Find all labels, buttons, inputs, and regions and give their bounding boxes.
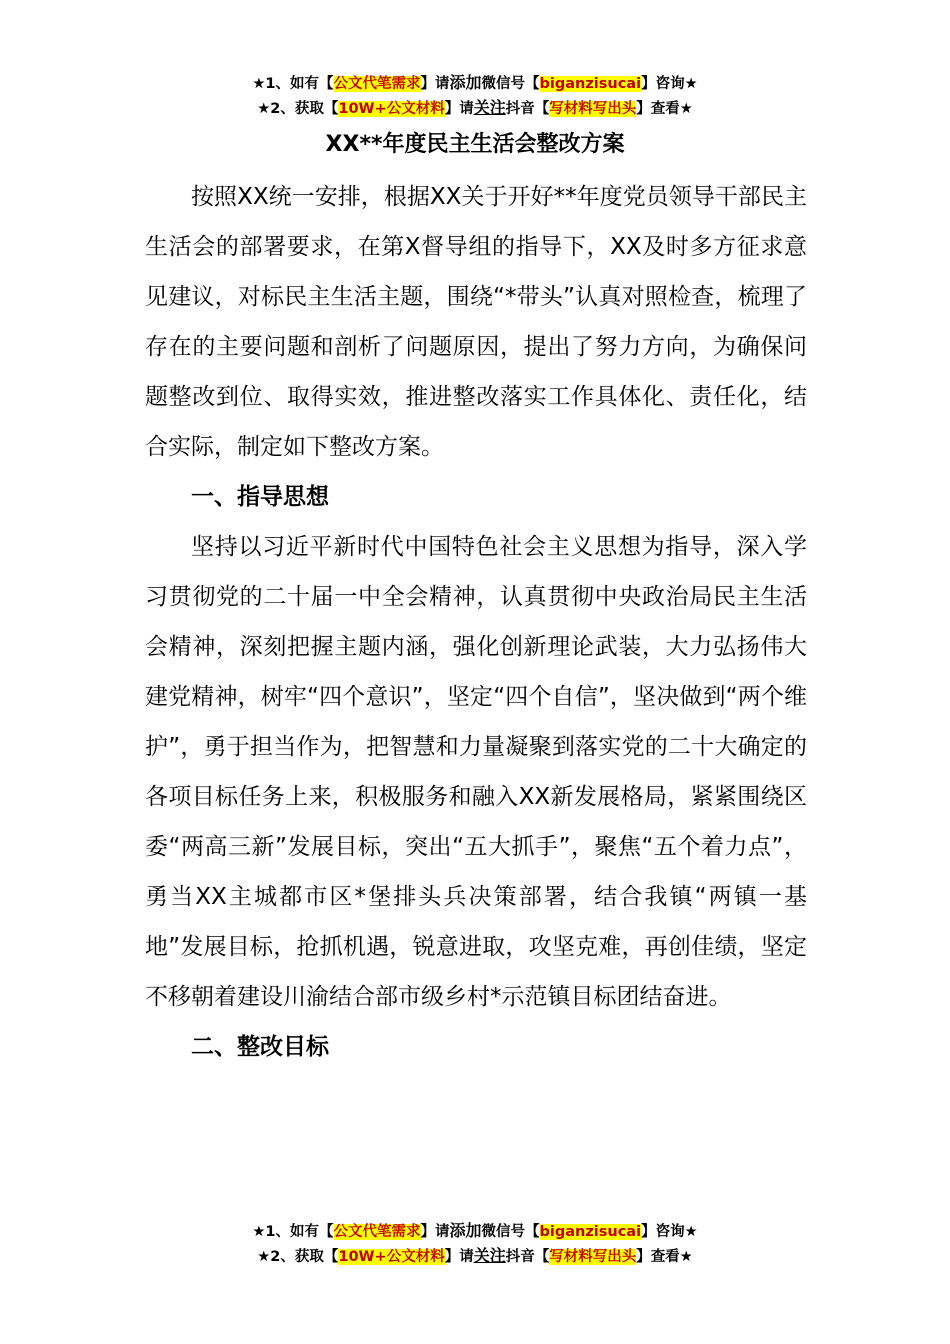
promo-line-2 (0, 1244, 950, 1269)
promo-text: 】查看 (636, 1249, 680, 1265)
promo-text: 抖音【 (505, 101, 550, 117)
header-promo-banner (0, 71, 950, 121)
promo-highlight: 公文代笔需求 (333, 76, 421, 92)
promo-emphasis: 关注 (473, 1246, 506, 1265)
promo-highlight-douyin: 写材料写出头 (549, 1249, 637, 1265)
promo-highlight: 公文代笔需求 (333, 1224, 421, 1240)
promo-text: 2、获取【 (270, 101, 339, 117)
promo-text: 微信号【 (481, 1224, 540, 1240)
promo-text: 】请 (444, 1249, 474, 1265)
promo-highlight-wechat: biganzisucai (539, 1224, 642, 1240)
promo-text: 】请 (444, 101, 474, 117)
promo-text: 】咨询 (641, 1224, 685, 1240)
promo-emphasis: 添加 (449, 1221, 482, 1240)
star-icon: ★ (679, 101, 693, 117)
promo-line-2 (0, 96, 950, 121)
section-heading-1: 一、指导思想 (191, 484, 329, 510)
star-icon: ★ (257, 101, 271, 117)
promo-text: 1、如有【 (265, 76, 334, 92)
intro-paragraph: 按照XX统一安排，根据XX关于开好**年度党员领导干部民主生活会的部署要求，在第X督导组的指导下，XX及时多方征求意见建议，对标民主生活主题，围绕“*带头”认真对照检查，梳理了存在的主要问题和剖析了问题原因，提出了努力方向，为确保问题整改到位、取得实效，推进整改落实工作具体化、责任化，结合实际，制定如下整改方案。 (145, 184, 807, 460)
promo-line-1 (0, 71, 950, 96)
promo-emphasis: 关注 (473, 98, 506, 117)
promo-text: 】查看 (636, 101, 680, 117)
promo-text: 微信号【 (481, 76, 540, 92)
promo-line-1 (0, 1219, 950, 1244)
promo-text: 2、获取【 (270, 1249, 339, 1265)
promo-text: 】请 (420, 1224, 450, 1240)
star-icon: ★ (257, 1249, 271, 1265)
section-paragraph-1: 坚持以习近平新时代中国特色社会主义思想为指导，深入学习贯彻党的二十届一中全会精神，认真贯彻中央政治局民主生活会精神，深刻把握主题内涵，强化创新理论武装，大力弘扬伟大建党精神，树牢“四个意识”，坚定“四个自信”，坚决做到“两个维护”，勇于担当作为，把智慧和力量凝聚到落实党的二十大确定的各项目标任务上来，积极服务和融入XX新发展格局，紧紧围绕区委“两高三新”发展目标，突出“五大抓手”，聚焦“五个着力点”，勇当XX主城都市区*堡排头兵决策部署，结合我镇“两镇一基地”发展目标，抢抓机遇，锐意进取，攻坚克难，再创佳绩，坚定不移朝着建设川渝结合部市级乡村*示范镇目标团结奋进。 (145, 534, 807, 1010)
promo-text: 】咨询 (641, 76, 685, 92)
promo-text: 】请 (420, 76, 450, 92)
star-icon: ★ (684, 1224, 698, 1240)
star-icon: ★ (679, 1249, 693, 1265)
promo-highlight-douyin: 写材料写出头 (549, 101, 637, 117)
promo-text: 抖音【 (505, 1249, 550, 1265)
section-heading-2: 二、整改目标 (191, 1034, 329, 1060)
promo-highlight: 10W+公文材料 (338, 1249, 445, 1265)
star-icon: ★ (684, 76, 698, 92)
promo-emphasis: 添加 (449, 73, 482, 92)
document-title: XX**年度民主生活会整改方案 (325, 132, 625, 157)
footer-promo-banner (0, 1219, 950, 1269)
document-body (145, 172, 807, 1072)
promo-highlight-wechat: biganzisucai (539, 76, 642, 92)
star-icon: ★ (252, 76, 266, 92)
promo-highlight: 10W+公文材料 (338, 101, 445, 117)
star-icon: ★ (252, 1224, 266, 1240)
promo-text: 1、如有【 (265, 1224, 334, 1240)
